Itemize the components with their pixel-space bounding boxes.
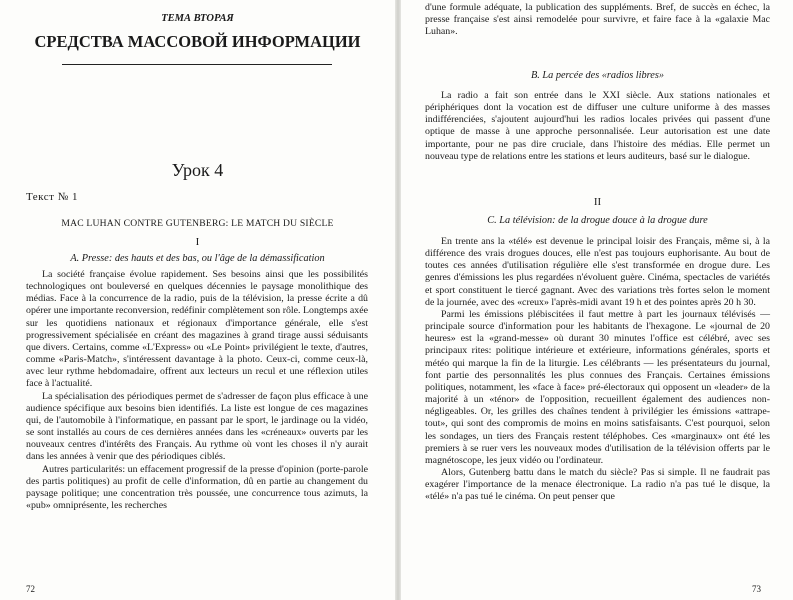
section-heading-b: B. La percée des «radios libres» bbox=[530, 70, 665, 81]
section-heading-c: C. La télévision: de la drogue douce à la drogue dure bbox=[487, 215, 708, 226]
page-number-right: 73 bbox=[752, 584, 761, 594]
right-body-c bbox=[425, 236, 770, 503]
roman-numeral-1: I bbox=[195, 236, 200, 248]
text-label: Текст № 1 bbox=[26, 191, 78, 203]
theme-label: ТЕМА ВТОРАЯ bbox=[161, 13, 234, 24]
paragraph: d'une formule adéquate, la publication des suppléments. Bref, de succès en échec, la presse française s'est ainsi remodelée pour survivre, et faire face à la «galaxie Mac Luhan». bbox=[425, 2, 770, 38]
article-title: MAC LUHAN CONTRE GUTENBERG: LE MATCH DU SIÈCLE bbox=[61, 218, 334, 229]
paragraph: La spécialisation des périodiques permet de s'adresser de façon plus efficace à une audience spécifique aux besoins bien identifiés. La liste est longue de ces magazines qui, de l'automobile à l'informatique, en passant par le sport, le jardinage ou la vidéo, se sont installés au cours de ces dernières années dans les «créneaux» ouverts par les nouveaux centres d'intérêts des Français. Au rythme où vont les choses il n'y aurait dans les années à venir que des périodiques ciblés. bbox=[26, 390, 368, 463]
paragraph: En trente ans la «télé» est devenue le principal loisir des Français, même si, à la différence des vrais drogues douces, elle n'est pas toujours euphorisante. Au bout de toutes ces années d'utilisation régulière elle s'est transformée en drogue dure. Les genres d'émissions les plus regardées n'évoluent guère. Cinéma, spectacles de variétés et sport constituent le tiercé gagnant. Avec des variations très fortes selon le moment de la journée, avec des «creux» l'après-midi avant 19 h et des pointes après 20 h 30. bbox=[425, 236, 770, 308]
left-page bbox=[0, 0, 395, 600]
right-body-b bbox=[425, 90, 770, 163]
paragraph: La radio a fait son entrée dans le XXI siècle. Aux stations nationales et périphériques dont la vocation est de diffuser une culture uniforme à des masses indifférenciées, s'ajoutent aujourd'hui les radios locales privées qui passent d'une optique de masse à une approche personnalisée. Leur autorisation est une date importante, pour ne pas dire cruciale, dans l'histoire des médias. Elle permet un nouveau type de relations entre les stations et leurs auditeurs, basé sur le dialogue. bbox=[425, 90, 770, 162]
left-body bbox=[26, 269, 368, 512]
paragraph: La société française évolue rapidement. Ses besoins ainsi que les possibilités technologiques ont bouleversé en quelques décennies le paysage monolithique des médias. Face à la concurrence de la radio, puis de la télévision, la presse écrite a dû opérer une importante reconversion, redéfinir complètement son rôle. Longtemps axée sur les quotidiens nationaux et régionaux d'importance générale, elle s'est progressivement spécialisée en créant des magazines à grand tirage aussi séduisants que divers. Certains, comme «L'Express» ou «Le Point» privilégient le texte, d'autres, comme «Paris-Match», s'intéressent davantage à la photo. Ceux-ci, comme ceux-là, avec leur rythme hebdomadaire, offrent aux lecteurs un recul et une réflexion utiles face à l'actualité. bbox=[26, 269, 368, 390]
roman-numeral-2: II bbox=[593, 196, 602, 208]
lesson-heading: Урок 4 bbox=[171, 160, 224, 180]
right-page bbox=[401, 0, 793, 600]
paragraph: Autres particularités: un effacement progressif de la presse d'opinion (porte-parole des partis politiques) au profit de celle d'information, dû en partie au changement du paysage politique; une concentration très poussée, une concurrence tous azimuts, la «pub» omniprésente, les recherches bbox=[26, 463, 368, 511]
title-rule bbox=[62, 64, 332, 65]
page-number-left: 72 bbox=[26, 584, 35, 594]
right-body-top bbox=[425, 2, 770, 38]
section-heading-a: A. Presse: des hauts et des bas, ou l'âge de la démassification bbox=[70, 253, 325, 264]
paragraph: Parmi les émissions plébiscitées il faut mettre à part les journaux télévisés — principale source d'information pour les habitants de l'hexagone. Le «journal de 20 heures» est la «grand-messe» où durant 30 minutes l'office est célébré, avec ses principaux rites: politique intérieure et extérieure, informations générales, sports et météo qui marque la fin de la liturgie. Les célébrants — les présentateurs du journal, font partie des personnalités les plus connues des Français. Certaines émissions politiques, notamment, les «face à face» pré-électoraux qui opposent un «leader» de la majorité à un «ténor» de l'opposition, recueillent également des audiences non-négligeables. Or, les grilles des chaînes tendent à privilégier les émissions «attrape-tout», qui sont des compromis de moins en moins satisfaisants. C'est pourquoi, selon les sondages, un tiers des Français restent téléphobes. Ces «marginaux» ont été les premiers à se ruer vers les nouveaux modes d'utilisation de la télévision offerts par le magnétoscope, les jeux vidéo ou l'ordinateur. bbox=[425, 308, 770, 466]
theme-title: СРЕДСТВА МАССОВОЙ ИНФОРМАЦИИ bbox=[34, 32, 361, 51]
paragraph: Alors, Gutenberg battu dans le match du siècle? Pas si simple. Il ne faudrait pas exagérer l'importance de la menace électronique. La radio n'a pas tué le disque, la «télé» n'a pas tué le cinéma. On peut penser que bbox=[425, 466, 770, 503]
